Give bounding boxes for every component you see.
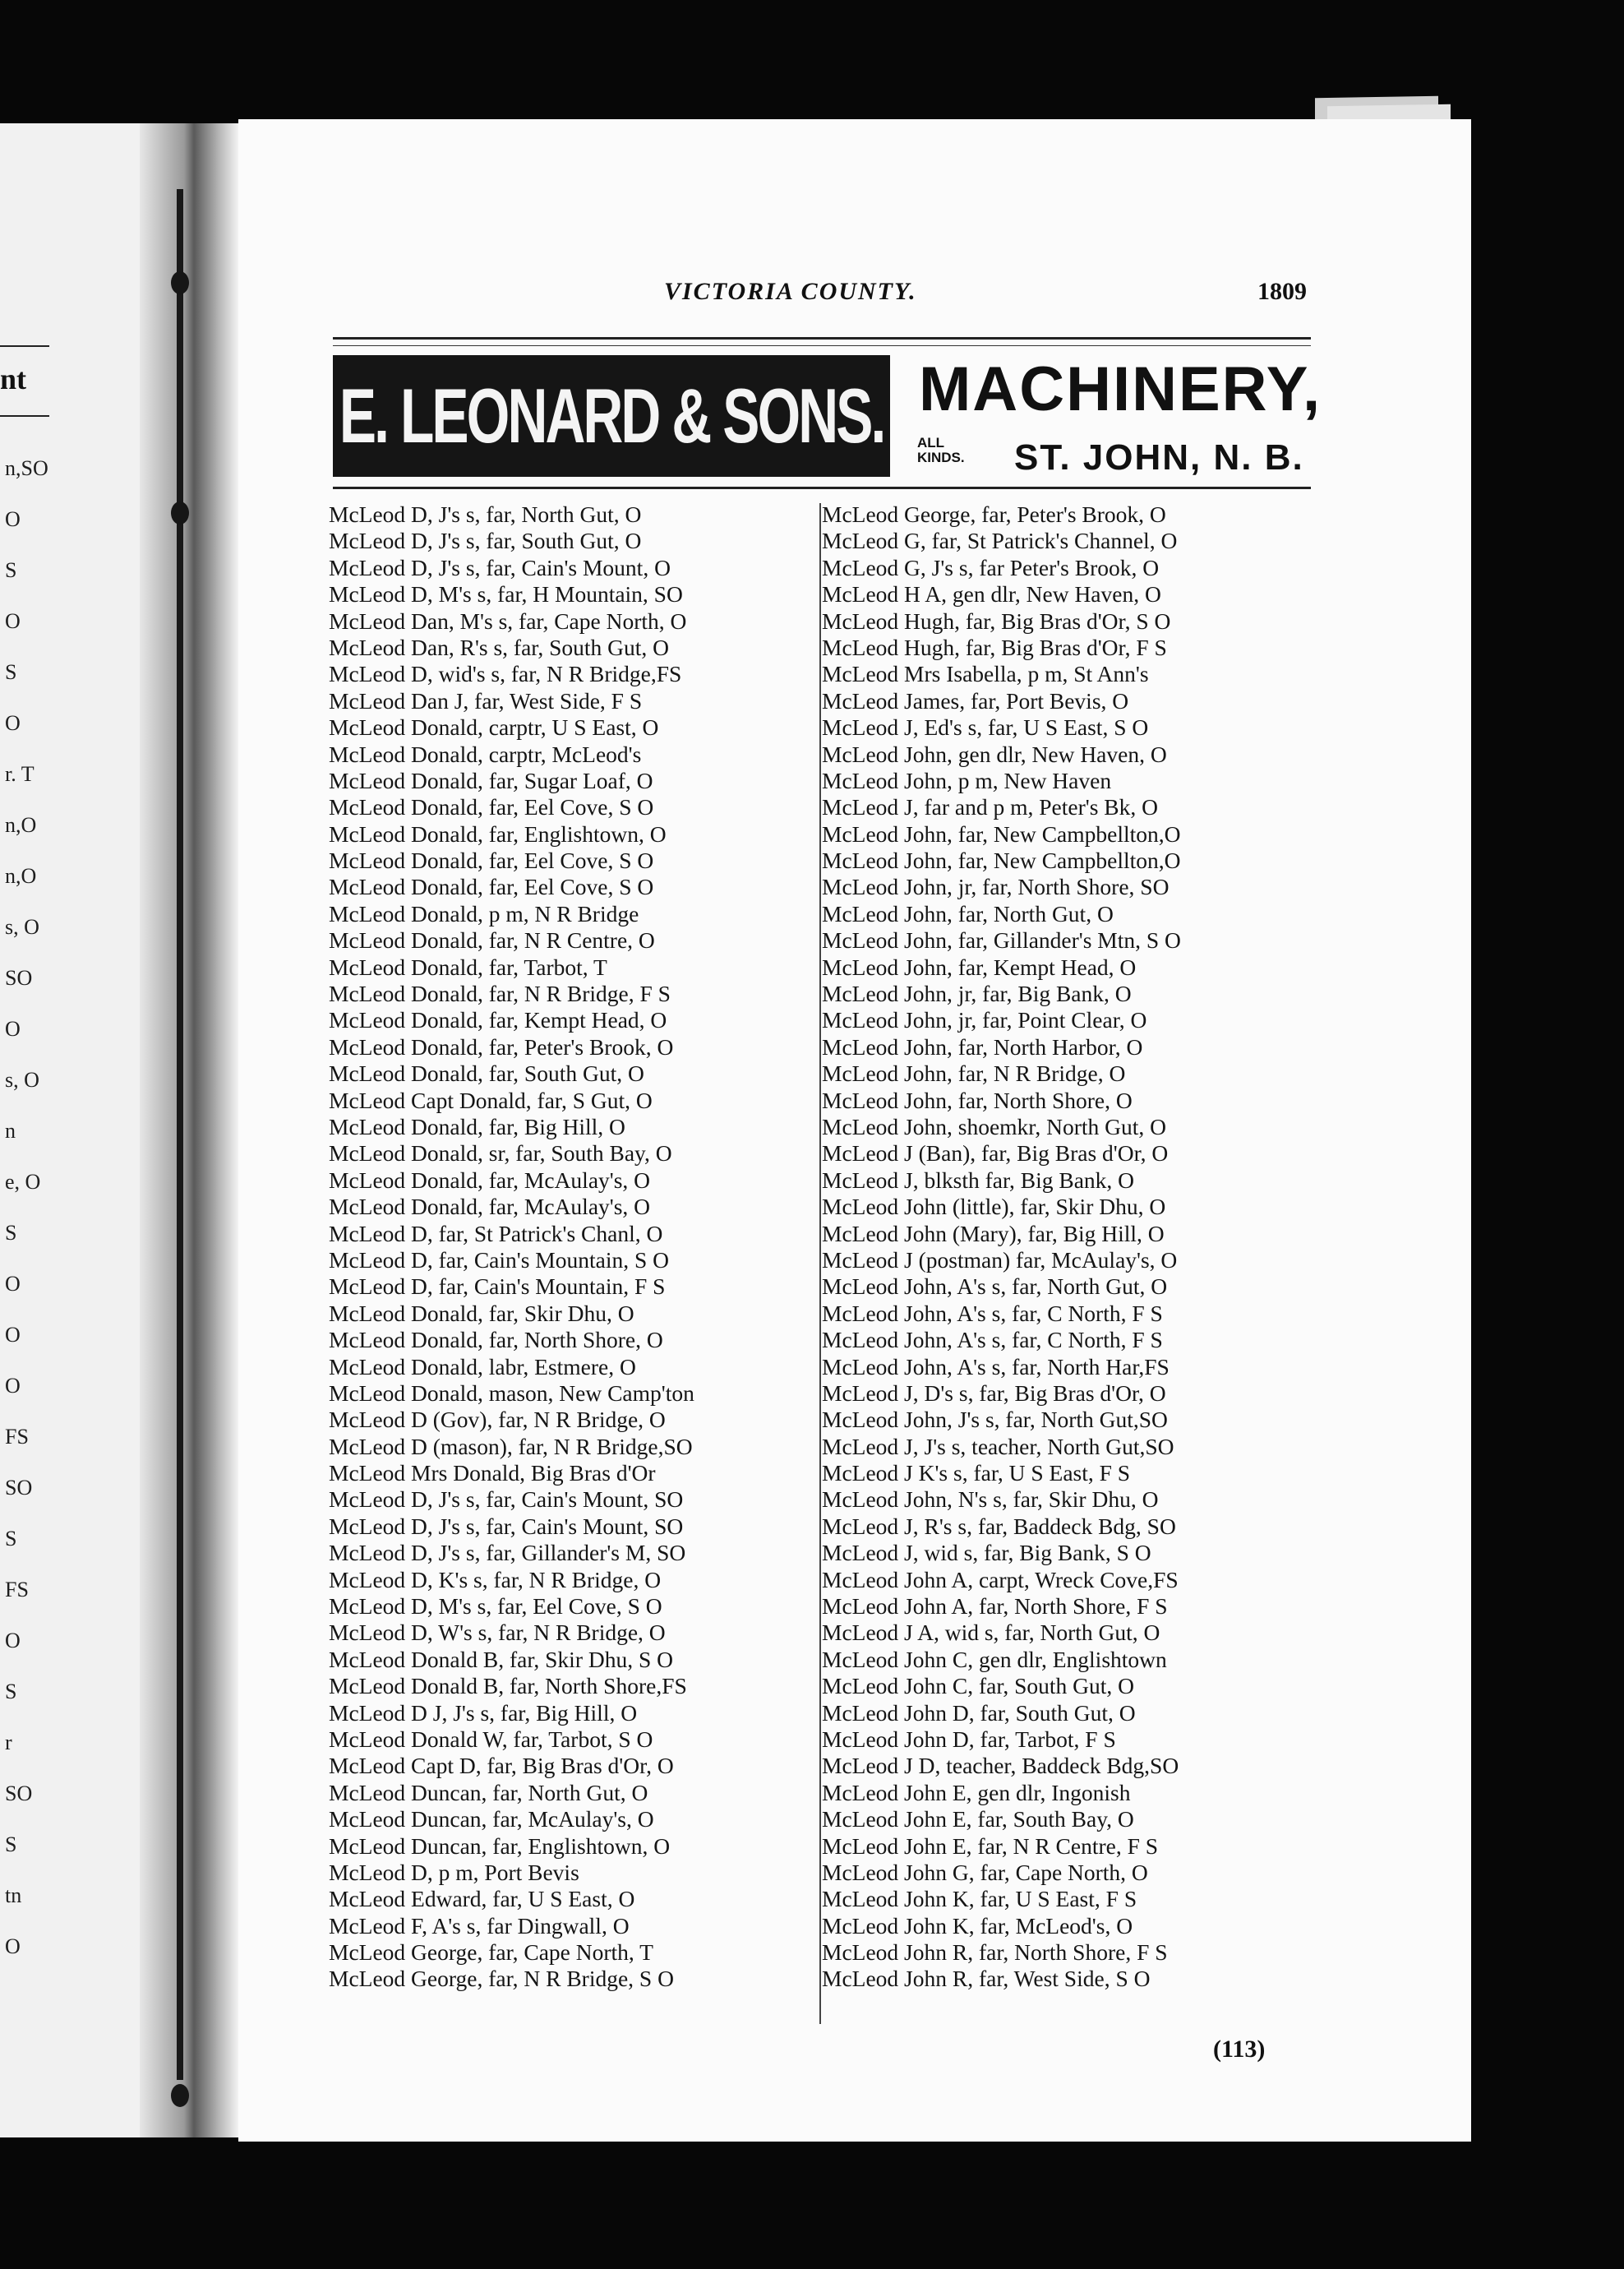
facing-page-fragment: O — [5, 507, 21, 531]
directory-entry: McLeod D J, J's s, far, Big Hill, O — [329, 1699, 638, 1726]
facing-page-fragment: O — [5, 1323, 21, 1347]
directory-entry: McLeod J, J's s, teacher, North Gut,SO — [822, 1433, 1174, 1459]
directory-entry: McLeod D, J's s, far, Cain's Mount, SO — [329, 1486, 684, 1513]
facing-page-fragment: r — [5, 1731, 12, 1754]
directory-entry: McLeod John C, gen dlr, Englishtown — [822, 1646, 1167, 1672]
directory-entry: McLeod George, far, Cape North, T — [329, 1939, 653, 1966]
directory-entry: McLeod D, J's s, far, Gillander's M, SO — [329, 1540, 686, 1566]
facing-page-fragment: S — [5, 1527, 17, 1550]
directory-entry: McLeod Dan, R's s, far, South Gut, O — [329, 634, 670, 660]
advertisement-city: ST. JOHN, N. B. — [1014, 437, 1304, 478]
directory-entry: McLeod John R, far, West Side, S O — [822, 1966, 1151, 1992]
signature-mark: (113) — [1213, 2036, 1266, 2063]
facing-page-fragment: O — [5, 1017, 21, 1041]
directory-entry: McLeod John, far, N R Bridge, O — [822, 1061, 1126, 1087]
directory-entry: McLeod John R, far, North Shore, F S — [822, 1939, 1168, 1966]
directory-entry: McLeod J, blksth far, Big Bank, O — [822, 1167, 1135, 1193]
directory-entry: McLeod D (Gov), far, N R Bridge, O — [329, 1407, 666, 1433]
directory-entry: McLeod James, far, Port Bevis, O — [822, 687, 1129, 714]
facing-page-fragment: n,O — [5, 864, 37, 888]
directory-entry: McLeod D, J's s, far, Cain's Mount, O — [329, 554, 671, 580]
directory-entry: McLeod John K, far, McLeod's, O — [822, 1912, 1133, 1939]
directory-entry: McLeod Edward, far, U S East, O — [329, 1886, 635, 1912]
directory-entry: McLeod D, p m, Port Bevis — [329, 1859, 579, 1885]
directory-entry: McLeod Hugh, far, Big Bras d'Or, F S — [822, 634, 1167, 660]
directory-entry: McLeod Capt D, far, Big Bras d'Or, O — [329, 1753, 674, 1779]
directory-entry: McLeod John D, far, Tarbot, F S — [822, 1726, 1116, 1752]
facing-page-fragment: n — [5, 1119, 16, 1143]
directory-entry: McLeod John, p m, New Haven — [822, 767, 1112, 793]
facing-page-fragment: S — [5, 1680, 17, 1703]
directory-entry: McLeod John E, far, N R Centre, F S — [822, 1832, 1159, 1859]
directory-entry: McLeod John A, carpt, Wreck Cove,FS — [822, 1566, 1179, 1592]
facing-page-fragment: SO — [5, 1781, 33, 1805]
directory-entry: McLeod J K's s, far, U S East, F S — [822, 1460, 1131, 1486]
directory-column-right — [822, 501, 1315, 1993]
facing-page-fragment: S — [5, 558, 17, 582]
facing-page-fragment: tn — [5, 1883, 22, 1907]
facing-page-fragment: r. T — [5, 762, 35, 786]
directory-entry: McLeod John, far, Gillander's Mtn, S O — [822, 927, 1181, 954]
facing-page-fragment: O — [5, 711, 21, 735]
directory-entry: McLeod Donald, far, Tarbot, T — [329, 954, 607, 980]
directory-entry: McLeod D, J's s, far, Cain's Mount, SO — [329, 1513, 684, 1539]
directory-entry: McLeod D, J's s, far, North Gut, O — [329, 501, 642, 527]
facing-page-fragment: O — [5, 609, 21, 633]
directory-entry: McLeod Donald, far, Big Hill, O — [329, 1113, 625, 1139]
directory-entry: McLeod Donald, far, North Shore, O — [329, 1327, 663, 1353]
directory-entry: McLeod D, W's s, far, N R Bridge, O — [329, 1620, 666, 1646]
directory-entry: McLeod John, jr, far, North Shore, SO — [822, 874, 1170, 900]
directory-entry: McLeod J D, teacher, Baddeck Bdg,SO — [822, 1753, 1179, 1779]
directory-entry: McLeod Donald, far, Eel Cove, S O — [329, 874, 654, 900]
facing-page-fragment: O — [5, 1374, 21, 1398]
page-number: 1809 — [1257, 278, 1307, 305]
binding-thread — [177, 189, 183, 2080]
directory-entry: McLeod Donald W, far, Tarbot, S O — [329, 1726, 653, 1752]
directory-entry: McLeod Donald, far, South Gut, O — [329, 1061, 644, 1087]
directory-entry: McLeod D, M's s, far, H Mountain, SO — [329, 581, 683, 608]
directory-entry: McLeod John, far, New Campbellton,O — [822, 820, 1181, 847]
directory-entry: McLeod J (Ban), far, Big Bras d'Or, O — [822, 1140, 1169, 1167]
directory-entry: McLeod Donald, mason, New Camp'ton — [329, 1379, 694, 1406]
directory-entry: McLeod Donald, labr, Estmere, O — [329, 1353, 636, 1379]
directory-entry: McLeod John, A's s, far, C North, F S — [822, 1300, 1163, 1326]
directory-entry: McLeod Hugh, far, Big Bras d'Or, S O — [822, 608, 1171, 634]
directory-entry: McLeod D, far, St Patrick's Chanl, O — [329, 1220, 663, 1246]
facing-page-fragment: s, O — [5, 1068, 39, 1092]
directory-entry: McLeod Donald, far, Eel Cove, S O — [329, 848, 654, 874]
directory-entry: McLeod George, far, Peter's Brook, O — [822, 501, 1166, 527]
facing-page-fragment: SO — [5, 1476, 33, 1500]
advertiser-name: E. LEONARD & SONS. — [339, 372, 884, 459]
directory-entry: McLeod John, gen dlr, New Haven, O — [822, 741, 1167, 767]
directory-entry: McLeod John K, far, U S East, F S — [822, 1886, 1137, 1912]
directory-entry: McLeod D, K's s, far, N R Bridge, O — [329, 1566, 662, 1592]
directory-entry: McLeod Donald, carptr, McLeod's — [329, 741, 642, 767]
directory-entry: McLeod John, A's s, far, North Gut, O — [822, 1273, 1168, 1300]
directory-entry: McLeod John A, far, North Shore, F S — [822, 1593, 1168, 1620]
directory-entry: McLeod Donald, sr, far, South Bay, O — [329, 1140, 672, 1167]
running-head: VICTORIA COUNTY. — [664, 278, 917, 305]
directory-entry: McLeod J, far and p m, Peter's Bk, O — [822, 794, 1158, 820]
directory-entry: McLeod Duncan, far, Englishtown, O — [329, 1832, 671, 1859]
advertisement-rule — [333, 487, 1311, 489]
directory-entry: McLeod Mrs Isabella, p m, St Ann's — [822, 661, 1149, 687]
directory-entry: McLeod D (mason), far, N R Bridge,SO — [329, 1433, 693, 1459]
directory-entry: McLeod John, far, Kempt Head, O — [822, 954, 1137, 980]
directory-entry: McLeod Donald, far, Eel Cove, S O — [329, 794, 654, 820]
facing-page-fragment: SO — [5, 966, 33, 990]
facing-page-fragment: S — [5, 1832, 17, 1856]
directory-entry: McLeod John, jr, far, Point Clear, O — [822, 1007, 1147, 1033]
directory-entry: McLeod Donald B, far, North Shore,FS — [329, 1673, 687, 1699]
directory-entry: McLeod J, R's s, far, Baddeck Bdg, SO — [822, 1513, 1176, 1539]
directory-entry: McLeod John, far, North Shore, O — [822, 1087, 1133, 1113]
page-header — [0, 278, 1315, 311]
directory-entry: McLeod Duncan, far, McAulay's, O — [329, 1806, 654, 1832]
directory-entry: McLeod D, J's s, far, South Gut, O — [329, 528, 642, 554]
facing-page-fragment: e, O — [5, 1170, 41, 1194]
directory-entry: McLeod John, far, North Gut, O — [822, 900, 1114, 927]
facing-page-fragment: n,O — [5, 813, 37, 837]
directory-entry: McLeod John D, far, South Gut, O — [822, 1699, 1136, 1726]
header-rule-thin — [333, 345, 1311, 346]
thread-knot — [171, 501, 189, 525]
facing-page-fragment: O — [5, 1629, 21, 1652]
facing-page-rule — [0, 345, 49, 347]
directory-entry: McLeod John (little), far, Skir Dhu, O — [822, 1194, 1166, 1220]
facing-page-fragment: S — [5, 1221, 17, 1245]
directory-entry: McLeod John, A's s, far, C North, F S — [822, 1327, 1163, 1353]
directory-entry: McLeod Donald, far, McAulay's, O — [329, 1167, 651, 1193]
directory-entry: McLeod Donald, far, Englishtown, O — [329, 820, 667, 847]
directory-entry: McLeod D, wid's s, far, N R Bridge,FS — [329, 661, 682, 687]
facing-page-rule-lower — [0, 415, 49, 417]
facing-page-fragment: O — [5, 1934, 21, 1958]
directory-entry: McLeod Donald, far, Skir Dhu, O — [329, 1300, 634, 1326]
directory-entry: McLeod John, A's s, far, North Har,FS — [822, 1353, 1170, 1379]
directory-entry: McLeod Donald, far, Peter's Brook, O — [329, 1033, 674, 1060]
advertisement-qualifier — [917, 436, 965, 465]
advertisement-product: MACHINERY, — [919, 354, 1322, 424]
directory-entry: McLeod John, jr, far, Big Bank, O — [822, 981, 1132, 1007]
qualifier-line-1: ALL — [917, 435, 945, 451]
directory-entry: McLeod Donald, p m, N R Bridge — [329, 900, 639, 927]
directory-entry: McLeod Dan, M's s, far, Cape North, O — [329, 608, 687, 634]
directory-entry: McLeod Duncan, far, North Gut, O — [329, 1779, 648, 1805]
facing-page-fragment: FS — [5, 1578, 29, 1601]
directory-entry: McLeod Donald, carptr, U S East, O — [329, 714, 659, 741]
header-rule — [333, 337, 1311, 340]
directory-entry: McLeod John, J's s, far, North Gut,SO — [822, 1407, 1168, 1433]
facing-page-fragment: n,SO — [5, 456, 48, 480]
directory-entry: McLeod J, D's s, far, Big Bras d'Or, O — [822, 1379, 1166, 1406]
qualifier-line-2: KINDS. — [917, 450, 965, 465]
facing-page-fragment: S — [5, 660, 17, 684]
directory-entry: McLeod Donald, far, Sugar Loaf, O — [329, 767, 653, 793]
directory-entry: McLeod Donald, far, N R Centre, O — [329, 927, 655, 954]
facing-page-title: nt — [0, 363, 27, 395]
directory-entry: McLeod Donald, far, McAulay's, O — [329, 1194, 651, 1220]
binding-gutter — [140, 123, 238, 2137]
directory-entry: McLeod Donald B, far, Skir Dhu, S O — [329, 1646, 673, 1672]
directory-column-left — [329, 501, 814, 1993]
directory-entry: McLeod D, M's s, far, Eel Cove, S O — [329, 1593, 662, 1620]
directory-entry: McLeod J A, wid s, far, North Gut, O — [822, 1620, 1160, 1646]
thread-knot — [171, 2084, 189, 2107]
directory-entry: McLeod Mrs Donald, Big Bras d'Or — [329, 1460, 656, 1486]
directory-entry: McLeod George, far, N R Bridge, S O — [329, 1966, 674, 1992]
directory-entry: McLeod J (postman) far, McAulay's, O — [822, 1246, 1178, 1273]
directory-entry: McLeod Capt Donald, far, S Gut, O — [329, 1087, 653, 1113]
facing-page-fragment: FS — [5, 1425, 29, 1449]
directory-entry: McLeod Dan J, far, West Side, F S — [329, 687, 643, 714]
directory-entry: McLeod Donald, far, N R Bridge, F S — [329, 981, 671, 1007]
facing-page-fragment: s, O — [5, 915, 39, 939]
directory-entry: McLeod Donald, far, Kempt Head, O — [329, 1007, 667, 1033]
directory-entry: McLeod John (Mary), far, Big Hill, O — [822, 1220, 1165, 1246]
directory-entry: McLeod John, shoemkr, North Gut, O — [822, 1113, 1166, 1139]
directory-entry: McLeod F, A's s, far Dingwall, O — [329, 1912, 630, 1939]
directory-entry: McLeod G, far, St Patrick's Channel, O — [822, 528, 1178, 554]
directory-entry: McLeod John, far, North Harbor, O — [822, 1033, 1143, 1060]
directory-entry: McLeod G, J's s, far Peter's Brook, O — [822, 554, 1160, 580]
directory-entry: McLeod John E, far, South Bay, O — [822, 1806, 1134, 1832]
facing-page-fragment: O — [5, 1272, 21, 1296]
directory-entry: McLeod D, far, Cain's Mountain, F S — [329, 1273, 666, 1300]
directory-entry: McLeod John C, far, South Gut, O — [822, 1673, 1135, 1699]
directory-entry: McLeod John, far, New Campbellton,O — [822, 848, 1181, 874]
directory-entry: McLeod John G, far, Cape North, O — [822, 1859, 1148, 1885]
advertisement-banner — [333, 355, 890, 477]
directory-entry: McLeod D, far, Cain's Mountain, S O — [329, 1246, 670, 1273]
directory-entry: McLeod J, wid s, far, Big Bank, S O — [822, 1540, 1151, 1566]
column-divider — [819, 503, 821, 2024]
directory-entry: McLeod John E, gen dlr, Ingonish — [822, 1779, 1131, 1805]
directory-entry: McLeod H A, gen dlr, New Haven, O — [822, 581, 1161, 608]
directory-entry: McLeod J, Ed's s, far, U S East, S O — [822, 714, 1149, 741]
directory-entry: McLeod John, N's s, far, Skir Dhu, O — [822, 1486, 1159, 1513]
